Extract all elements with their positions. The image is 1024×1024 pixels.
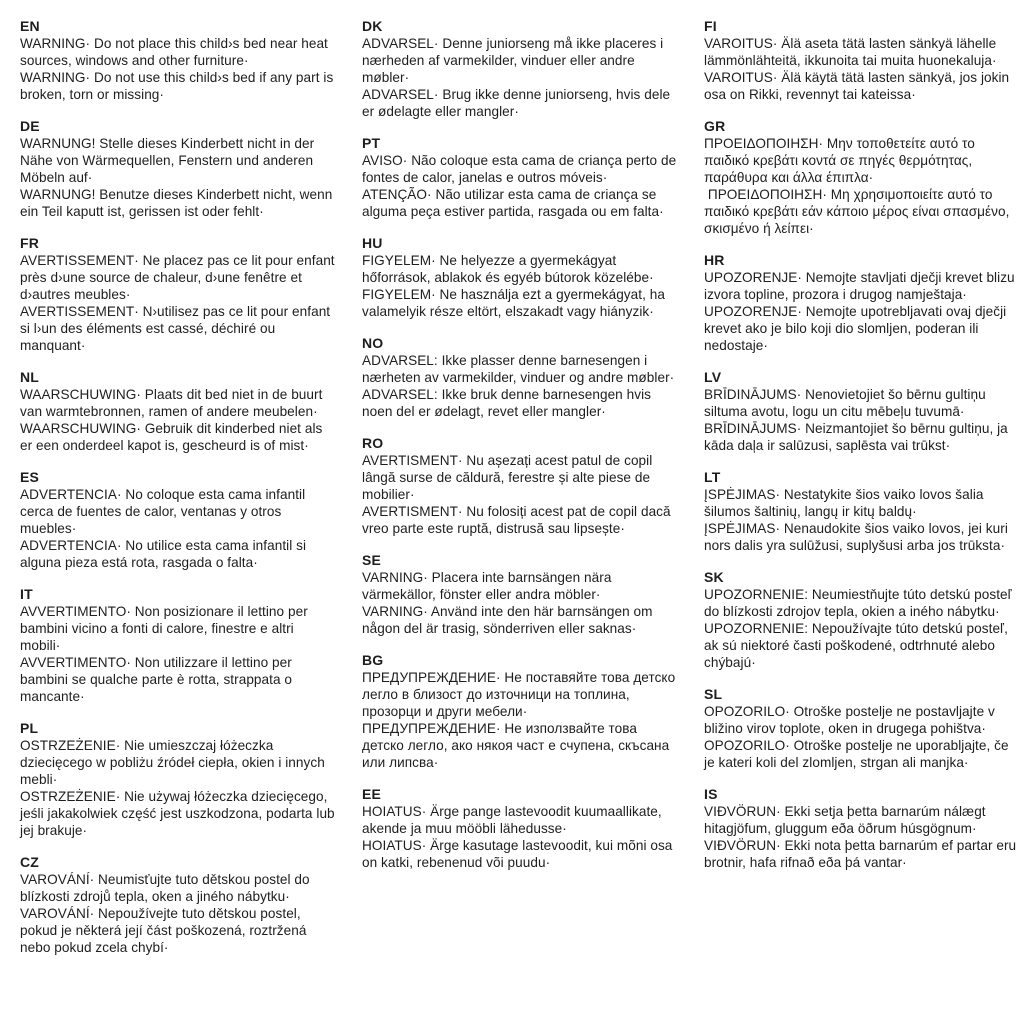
warning-paragraph: WAARSCHUWING· Gebruik dit kinderbed niet als er een onderdeel kapot is, gescheurd is of mist·: [20, 421, 327, 453]
warning-paragraph: ADVARSEL: Ikke plasser denne barnesengen i nærheten av varmekilder, vinduer og andre møbler·: [362, 353, 675, 385]
lang-section-hr: [704, 252, 1020, 354]
warning-paragraph: ADVARSEL· Brug ikke denne juniorseng, hvis dele er ødelagte eller mangler·: [362, 87, 674, 119]
warning-paragraph: OPOZORILO· Otroške postelje ne uporabljajte, če je kateri koli del zlomljen, strgan ali manjka·: [704, 738, 1013, 770]
warning-paragraph: UPOZORENJE· Nemojte stavljati dječji krevet blizu izvora topline, prozora i drugog namještaja·: [704, 270, 1019, 302]
warning-paragraph: UPOZORENJE· Nemojte upotrebljavati ovaj dječji krevet ako je bilo koji dio slomljen, poderan ili nedostaje·: [704, 304, 1011, 353]
warning-paragraph: VARNING· Använd inte den här barnsängen om någon del är trasig, sönderriven eller saknas·: [362, 604, 657, 636]
column-1: [20, 18, 339, 971]
lang-code: EN: [20, 18, 40, 34]
lang-code: FI: [704, 18, 717, 34]
lang-code: GR: [704, 118, 726, 134]
lang-section-pl: [20, 720, 339, 839]
lang-section-cz: [20, 854, 336, 956]
lang-code: FR: [20, 235, 40, 251]
warning-paragraph: VIÐVÖRUN· Ekki nota þetta barnarúm ef partar eru brotnir, hafa rifnað eða þá vantar·: [704, 838, 1020, 870]
lang-section-bg: [362, 652, 678, 771]
lang-code: ES: [20, 469, 40, 485]
lang-section-de: [20, 118, 336, 220]
warning-paragraph: AVERTISMENT· Nu folosiți acest pat de copil dacă vreo parte este ruptă, distrusă sau lipsește·: [362, 504, 675, 536]
lang-section-lv: [704, 369, 1020, 454]
warning-paragraph: ΠΡΟΕΙΔΟΠΟΙΗΣΗ· Μην τοποθετείτε αυτό το παιδικό κρεβάτι κοντά σε πηγές θερμότητας, παράθυρα και άλλα έπιπλα·: [704, 136, 979, 185]
warning-paragraph: WARNING· Do not use this child›s bed if any part is broken, torn or missing·: [20, 70, 338, 102]
warning-paragraph: VAROITUS· Älä aseta tätä lasten sänkyä lähelle lämmönlähteitä, ikkunoita tai muita huonekaluja·: [704, 36, 1001, 68]
column-3: [704, 18, 1020, 971]
lang-code: SK: [704, 569, 724, 585]
warning-paragraph: WAARSCHUWING· Plaats dit bed niet in de buurt van warmtebronnen, ramen of andere meubelen·: [20, 387, 327, 419]
warning-paragraph: ĮSPĖJIMAS· Nestatykite šios vaiko lovos šalia šilumos šaltinių, langų ir kitų baldų·: [704, 487, 988, 519]
lang-code: SL: [704, 686, 723, 702]
lang-section-hu: [362, 235, 678, 320]
warning-paragraph: AVERTISMENT· Nu așezați acest patul de copil lângă surse de căldură, ferestre și alte piese de mobilier·: [362, 453, 657, 502]
lang-section-ro: [362, 435, 678, 537]
lang-section-sk: [704, 569, 1020, 671]
warning-paragraph: OSTRZEŻENIE· Nie umieszczaj łóżeczka dziecięcego w pobliżu źródeł ciepła, okien i innych mebli·: [20, 738, 329, 787]
lang-section-fr: [20, 235, 339, 354]
warning-paragraph: FIGYELEM· Ne használja ezt a gyermekágyat, ha valamelyik része eltört, elszakadt vagy hiányzik·: [362, 287, 669, 319]
lang-section-pt: [362, 135, 681, 220]
warning-paragraph: HOIATUS· Ärge pange lastevoodit kuumaallikate, akende ja muu mööbli lähedusse·: [362, 804, 666, 836]
lang-code: LV: [704, 369, 722, 385]
warning-paragraph: ADVERTENCIA· No utilice esta cama infantil si alguna pieza está rota, rasgada o falta·: [20, 538, 310, 570]
warning-paragraph: VAROVÁNÍ· Nepoužívejte tuto dětskou postel, pokud je některá její část poškozená, roztržená nebo pokud zcela chybí·: [20, 906, 311, 955]
warning-paragraph: ATENÇÃO· Não utilizar esta cama de criança se alguma peça estiver partida, rasgada ou em falta·: [362, 187, 664, 219]
lang-code: HU: [362, 235, 383, 251]
warning-paragraph: WARNUNG! Benutze dieses Kinderbett nicht, wenn ein Teil kaputt ist, gerissen ist oder fehlt·: [20, 187, 337, 219]
warning-paragraph: AVVERTIMENTO· Non utilizzare il lettino per bambini se qualche parte è rotta, strappata o mancante·: [20, 655, 296, 704]
lang-code: PT: [362, 135, 381, 151]
lang-section-dk: [362, 18, 678, 120]
warning-paragraph: ПРЕДУПРЕЖДЕНИЕ· Не поставяйте това детско легло в близост до източници на топлина, прозорци и други мебели·: [362, 670, 680, 719]
warning-paragraph: AVERTISSEMENT· N›utilisez pas ce lit pour enfant si l›un des éléments est cassé, déchiré ou manquant·: [20, 304, 334, 353]
warning-paragraph: BRĪDINĀJUMS· Nenovietojiet šo bērnu gultiņu siltuma avotu, logu un citu mēbeļu tuvumā·: [704, 387, 990, 419]
lang-section-ee: [362, 786, 678, 871]
lang-section-nl: [20, 369, 336, 454]
lang-code: NL: [20, 369, 40, 385]
lang-code: RO: [362, 435, 384, 451]
warning-paragraph: AVVERTIMENTO· Non posizionare il lettino per bambini vicino a fonti di calore, finestre e altri mobili·: [20, 604, 312, 653]
warning-paragraph: ADVARSEL: Ikke bruk denne barnesengen hvis noen del er ødelagt, revet eller mangler·: [362, 387, 655, 419]
warning-paragraph: VARNING· Placera inte barnsängen nära värmekällor, fönster eller andra möbler·: [362, 570, 616, 602]
lang-section-is: [704, 786, 1020, 871]
warning-paragraph: HOIATUS· Ärge kasutage lastevoodit, kui mõni osa on katki, rebenenud või puudu·: [362, 838, 677, 870]
lang-code: HR: [704, 252, 725, 268]
lang-code: LT: [704, 469, 721, 485]
warning-paragraph: VAROITUS· Älä käytä tätä lasten sänkyä, jos jokin osa on Rikki, revennyt tai kateissa·: [704, 70, 1013, 102]
warning-paragraph: UPOZORNENIE: Nepoužívajte túto detskú posteľ, ak sú niektoré časti poškodené, odtrhnuté alebo chýbajú·: [704, 621, 1012, 670]
warning-paragraph: AVERTISSEMENT· Ne placez pas ce lit pour enfant près d›une source de chaleur, d›une fenêtre et d›autres meubles·: [20, 253, 339, 302]
lang-section-it: [20, 586, 336, 705]
lang-code: EE: [362, 786, 382, 802]
warning-paragraph: OSTRZEŻENIE· Nie używaj łóżeczka dziecięcego, jeśli jakakolwiek część jest uszkodzona, podarta lub jej brakuje·: [20, 789, 339, 838]
warning-paragraph: WARNUNG! Stelle dieses Kinderbett nicht in der Nähe von Wärmequellen, Fenstern und anderen Möbeln auf·: [20, 136, 319, 185]
warning-paragraph: VIÐVÖRUN· Ekki setja þetta barnarúm nálægt hitagjöfum, gluggum eða öðrum húsgögnum·: [704, 804, 990, 836]
warning-paragraph: OPOZORILO· Otroške postelje ne postavljajte v bližino virov toplote, oken in drugega pohištva·: [704, 704, 999, 736]
lang-code: DK: [362, 18, 383, 34]
lang-section-es: [20, 469, 336, 571]
lang-code: IT: [20, 586, 33, 602]
warning-paragraph: WARNING· Do not place this child›s bed near heat sources, windows and other furniture·: [20, 36, 332, 68]
lang-code: CZ: [20, 854, 40, 870]
lang-section-fi: [704, 18, 1020, 103]
warning-paragraph: AVISO· Não coloque esta cama de criança perto de fontes de calor, janelas e outros móveis·: [362, 153, 681, 185]
warning-paragraph: ADVARSEL· Denne juniorseng må ikke placeres i nærheden af varmekilder, vinduer eller andre møbler·: [362, 36, 668, 85]
warning-paragraph: UPOZORNENIE: Neumiestňujte túto detskú posteľ do blízkosti zdrojov tepla, okien a iného nábytku·: [704, 587, 1016, 619]
lang-code: DE: [20, 118, 40, 134]
warning-paragraph: ĮSPĖJIMAS· Nenaudokite šios vaiko lovos, jei kuri nors dalis yra sulūžusi, suplyšusi arba jos trūksta·: [704, 521, 1012, 553]
warning-paragraph: ADVERTENCIA· No coloque esta cama infantil cerca de fuentes de calor, ventanas y otros muebles·: [20, 487, 310, 536]
lang-code: NO: [362, 335, 384, 351]
lang-section-lt: [704, 469, 1020, 554]
lang-code: BG: [362, 652, 384, 668]
lang-section-se: [362, 552, 678, 637]
lang-code: SE: [362, 552, 382, 568]
lang-code: PL: [20, 720, 39, 736]
lang-section-sl: [704, 686, 1020, 771]
lang-section-gr: [704, 118, 1020, 237]
warning-paragraph: ПРЕДУПРЕЖДЕНИЕ· Не използвайте това детско легло, ако някоя част е счупена, скъсана или липсва·: [362, 721, 674, 770]
column-2: [362, 18, 681, 971]
warning-paragraph: ΠΡΟΕΙΔΟΠΟΙΗΣΗ· Μη χρησιμοποιείτε αυτό το παιδικό κρεβάτι εάν κάποιο μέρος είναι σπασμένο, σκισμένο ή λείπει·: [704, 187, 1014, 236]
lang-code: IS: [704, 786, 718, 802]
lang-section-no: [362, 335, 678, 420]
lang-section-en: [20, 18, 336, 103]
warning-paragraph: FIGYELEM· Ne helyezze a gyermekágyat hőforrások, ablakok és egyéb bútorok közelébe·: [362, 253, 654, 285]
warning-paragraph: VAROVÁNÍ· Neumisťujte tuto dětskou postel do blízkosti zdrojů tepla, oken a jiného nábytku·: [20, 872, 314, 904]
warning-paragraph: BRĪDINĀJUMS· Neizmantojiet šo bērnu gultiņu, ja kāda daļa ir salūzusi, saplēsta vai trūkst·: [704, 421, 1012, 453]
